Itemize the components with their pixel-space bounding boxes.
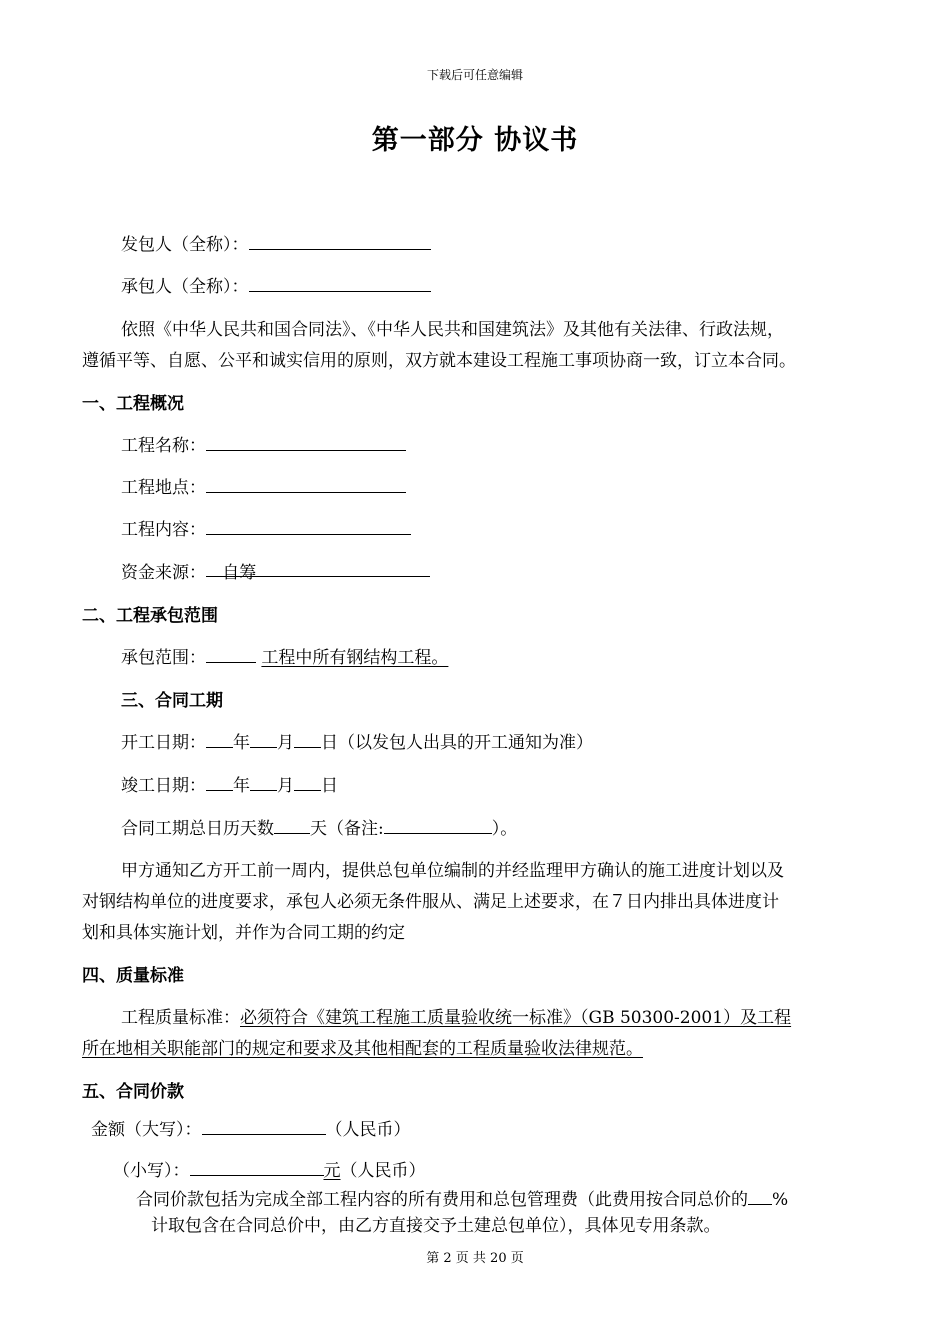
amount-lower-rmb: （人民币） xyxy=(340,1161,426,1181)
quality-line-1 xyxy=(121,1003,791,1028)
quality-line-2 xyxy=(82,1034,643,1059)
end-label: 竣工日期： xyxy=(121,776,206,796)
end-month-label: 月 xyxy=(277,776,294,796)
percent-sign: % xyxy=(772,1190,789,1210)
duration-note-blank[interactable] xyxy=(384,815,492,834)
quality-value-2: 所在地相关职能部门的规定和要求及其他相配套的工程质量验收法律规范。 xyxy=(82,1039,643,1059)
page-footer: 第 2 页 共 20 页 xyxy=(426,1251,524,1266)
schedule-line-2: 对钢结构单位的进度要求，承包人必须无条件服从、满足上述要求，在７日内排出具体进度计 xyxy=(82,892,779,912)
preamble-line-2: 遵循平等、自愿、公平和诚实信用的原则，双方就本建设工程施工事项协商一致，订立本合同。 xyxy=(82,351,796,371)
duration-days-blank[interactable] xyxy=(274,815,310,834)
duration-unit: 天（备注: xyxy=(310,819,384,839)
quality-label: 工程质量标准： xyxy=(121,1008,240,1028)
section-5-heading: 五、合同价款 xyxy=(82,1082,184,1102)
project-location-blank[interactable] xyxy=(206,474,406,493)
section-3-heading: 三、合同工期 xyxy=(121,691,223,711)
end-day-blank[interactable] xyxy=(294,772,321,791)
price-line-2: 计取包含在合同总价中，由乙方直接交予土建总包单位），具体见专用条款。 xyxy=(151,1216,721,1236)
end-date-line xyxy=(121,771,338,796)
start-year-label: 年 xyxy=(233,733,250,753)
start-note: （以发包人出具的开工通知为准） xyxy=(338,733,593,753)
duration-close: ）。 xyxy=(491,819,518,839)
section-2-heading: 二、工程承包范围 xyxy=(82,606,218,626)
scope-value: 工程中所有钢结构工程。 xyxy=(261,648,449,668)
project-location-line xyxy=(121,473,406,498)
quality-value-1: 必须符合《建筑工程施工质量验收统一标准》（GB 50300-2001）及工程 xyxy=(240,1008,792,1028)
schedule-line-3: 划和具体实施计划，并作为合同工期的约定 xyxy=(82,923,405,943)
project-name-label: 工程名称： xyxy=(121,436,206,456)
funding-line xyxy=(121,558,430,583)
project-content-line xyxy=(121,515,411,540)
page-title: 第一部分 协议书 xyxy=(371,125,579,156)
end-day-label: 日 xyxy=(321,776,338,796)
project-name-blank[interactable] xyxy=(206,432,406,451)
employer-blank[interactable] xyxy=(249,231,431,250)
duration-label: 合同工期总日历天数 xyxy=(121,819,274,839)
scope-line xyxy=(121,643,448,668)
price-text-1: 合同价款包括为完成全部工程内容的所有费用和总包管理费（此费用按合同总价的 xyxy=(136,1190,748,1210)
funding-label: 资金来源： xyxy=(121,563,206,583)
project-content-label: 工程内容： xyxy=(121,520,206,540)
employer-label: 发包人（全称）： xyxy=(121,235,249,255)
schedule-line-1: 甲方通知乙方开工前一周内，提供总包单位编制的并经监理甲方确认的施工进度计划以及 xyxy=(121,861,784,881)
project-location-label: 工程地点： xyxy=(121,478,206,498)
contractor-line xyxy=(121,272,431,297)
start-month-label: 月 xyxy=(277,733,294,753)
percent-blank[interactable] xyxy=(748,1186,772,1205)
header-note: 下载后可任意编辑 xyxy=(426,68,523,82)
contractor-label: 承包人（全称）： xyxy=(121,277,249,297)
amount-upper-label: 金额（大写）： xyxy=(91,1120,202,1140)
start-month-blank[interactable] xyxy=(250,729,277,748)
end-year-label: 年 xyxy=(233,776,250,796)
start-year-blank[interactable] xyxy=(206,729,233,748)
amount-upper-blank[interactable] xyxy=(202,1116,326,1135)
price-line-1 xyxy=(136,1185,788,1210)
amount-lower-label: （小写）： xyxy=(113,1161,190,1181)
funding-field[interactable] xyxy=(206,558,430,583)
start-date-line xyxy=(121,728,593,753)
amount-upper-rmb: （人民币） xyxy=(325,1120,411,1140)
project-content-blank[interactable] xyxy=(206,516,411,535)
amount-lower-blank[interactable] xyxy=(190,1157,324,1176)
contractor-blank[interactable] xyxy=(249,273,431,292)
funding-value: 自筹 xyxy=(222,563,257,583)
end-month-blank[interactable] xyxy=(250,772,277,791)
amount-lower-yuan: 元 xyxy=(323,1161,341,1181)
start-label: 开工日期： xyxy=(121,733,206,753)
section-4-heading: 四、质量标准 xyxy=(82,966,184,986)
amount-lower-line xyxy=(113,1156,426,1181)
preamble-line-1: 依照《中华人民共和国合同法》、《中华人民共和国建筑法》及其他有关法律、行政法规， xyxy=(121,320,784,340)
duration-line xyxy=(121,814,517,839)
section-1-heading: 一、工程概况 xyxy=(82,394,184,414)
amount-upper-line xyxy=(91,1115,411,1140)
start-day-blank[interactable] xyxy=(294,729,321,748)
start-day-label: 日 xyxy=(321,733,338,753)
project-name-line xyxy=(121,431,406,456)
end-year-blank[interactable] xyxy=(206,772,233,791)
scope-blank[interactable] xyxy=(206,644,256,663)
employer-line xyxy=(121,230,431,255)
scope-label: 承包范围： xyxy=(121,648,206,668)
